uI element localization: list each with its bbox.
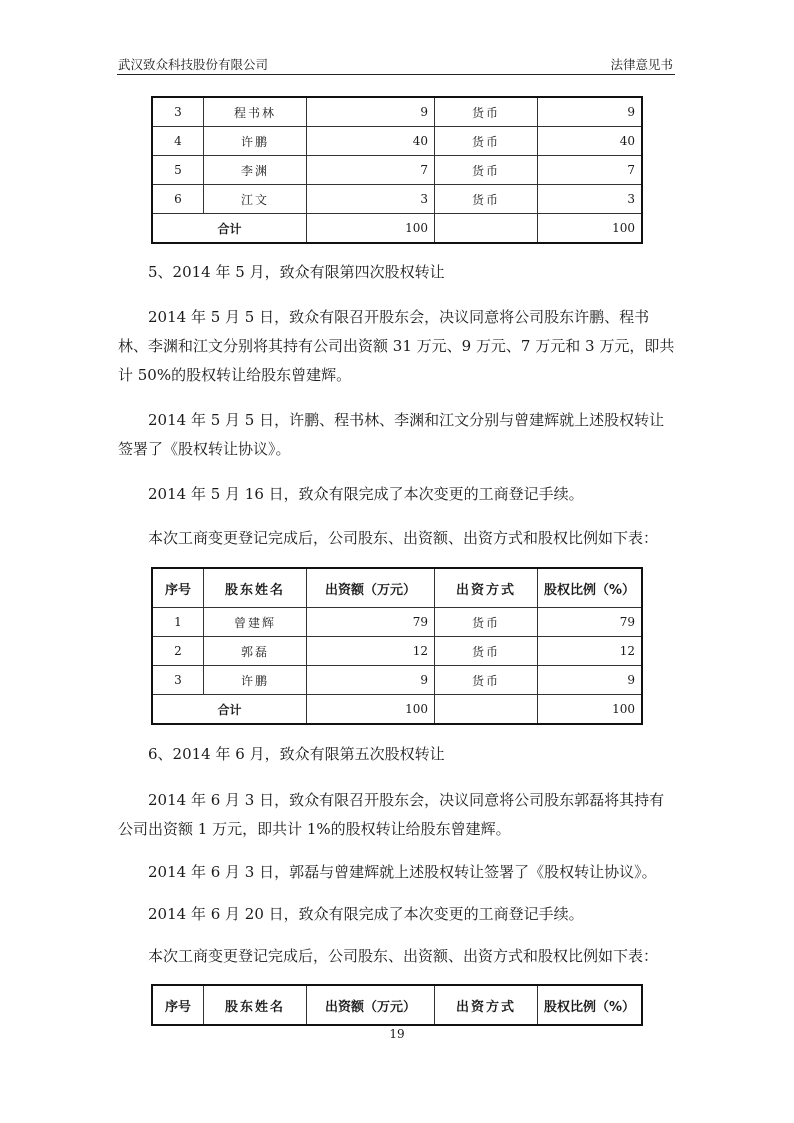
total-method-empty [435,695,538,725]
section-6-para-1: 2014 年 6 月 3 日，致众有限召开股东会，决议同意将公司股东郭磊将其持有公司出资额 1 万元，即共计 1%的股权转让给股东曾建辉。 [118,791,665,838]
cell-ratio: 9 [538,97,643,127]
header-company: 武汉致众科技股份有限公司 [118,57,269,72]
cell-ratio: 12 [538,637,643,666]
section-6-heading: 6、2014 年 6 月，致众有限第五次股权转让 [148,745,445,763]
cell-amount: 12 [307,637,435,666]
table-row [152,97,642,127]
table-row [152,185,642,214]
col-header-method: 出资方式 [435,568,538,608]
cell-no: 2 [152,637,204,666]
shareholder-table-1 [151,96,643,244]
table-row [152,127,642,156]
total-method-empty [435,214,538,244]
cell-amount: 3 [307,185,435,214]
table-header-row [152,568,642,608]
total-ratio: 100 [538,214,643,244]
header-rule [117,74,675,75]
table-row [152,666,642,695]
cell-method: 货币 [435,97,538,127]
total-label: 合计 [152,214,307,244]
cell-amount: 9 [307,97,435,127]
col-header-name: 股东姓名 [204,985,307,1025]
section-5-para-2: 2014 年 5 月 5 日，许鹏、程书林、李渊和江文分别与曾建辉就上述股权转让签署了《股权转让协议》。 [118,411,665,458]
shareholder-table-2 [151,567,643,725]
total-ratio: 100 [538,695,643,725]
cell-name: 许鹏 [204,127,307,156]
cell-ratio: 40 [538,127,643,156]
section-6-para-2: 2014 年 6 月 3 日，郭磊与曾建辉就上述股权转让签署了《股权转让协议》。 [148,863,657,881]
col-header-ratio: 股权比例（%） [538,985,643,1025]
cell-method: 货币 [435,637,538,666]
col-header-amount: 出资额（万元） [307,568,435,608]
table-header-row [152,985,642,1025]
cell-no: 3 [152,97,204,127]
col-header-ratio: 股权比例（%） [538,568,643,608]
section-5-para-3: 2014 年 5 月 16 日，致众有限完成了本次变更的工商登记手续。 [148,485,584,503]
total-amount: 100 [307,214,435,244]
cell-ratio: 79 [538,608,643,637]
col-header-no: 序号 [152,568,204,608]
table-total-row [152,214,642,244]
col-header-method: 出资方式 [435,985,538,1025]
section-5-heading: 5、2014 年 5 月，致众有限第四次股权转让 [148,263,445,281]
cell-no: 1 [152,608,204,637]
page-number: 19 [389,1027,405,1041]
cell-ratio: 7 [538,156,643,185]
section-5-para-4: 本次工商变更登记完成后，公司股东、出资额、出资方式和股权比例如下表： [148,529,659,547]
cell-method: 货币 [435,127,538,156]
cell-amount: 79 [307,608,435,637]
cell-ratio: 9 [538,666,643,695]
cell-name: 郭磊 [204,637,307,666]
col-header-no: 序号 [152,985,204,1025]
cell-amount: 40 [307,127,435,156]
cell-name: 江文 [204,185,307,214]
col-header-name: 股东姓名 [204,568,307,608]
cell-method: 货币 [435,608,538,637]
cell-method: 货币 [435,156,538,185]
cell-name: 李渊 [204,156,307,185]
col-header-amount: 出资额（万元） [307,985,435,1025]
header-doc-type: 法律意见书 [610,57,673,72]
section-5-para-1: 2014 年 5 月 5 日，致众有限召开股东会，决议同意将公司股东许鹏、程书林、李渊和江文分别将其持有公司出资额 31 万元、9 万元、7 万元和 3 万元，即共计 50%的股权转让给股东曾建辉。 [118,308,675,384]
cell-method: 货币 [435,185,538,214]
shareholder-table-3 [151,984,643,1026]
total-label: 合计 [152,695,307,725]
section-6-para-3: 2014 年 6 月 20 日，致众有限完成了本次变更的工商登记手续。 [148,905,584,923]
cell-name: 程书林 [204,97,307,127]
cell-amount: 7 [307,156,435,185]
table-row [152,156,642,185]
cell-ratio: 3 [538,185,643,214]
cell-no: 3 [152,666,204,695]
cell-no: 4 [152,127,204,156]
cell-method: 货币 [435,666,538,695]
table-total-row [152,695,642,725]
cell-name: 曾建辉 [204,608,307,637]
section-6-para-4: 本次工商变更登记完成后，公司股东、出资额、出资方式和股权比例如下表： [148,947,659,965]
cell-no: 5 [152,156,204,185]
cell-amount: 9 [307,666,435,695]
total-amount: 100 [307,695,435,725]
table-row [152,637,642,666]
cell-name: 许鹏 [204,666,307,695]
cell-no: 6 [152,185,204,214]
table-row [152,608,642,637]
